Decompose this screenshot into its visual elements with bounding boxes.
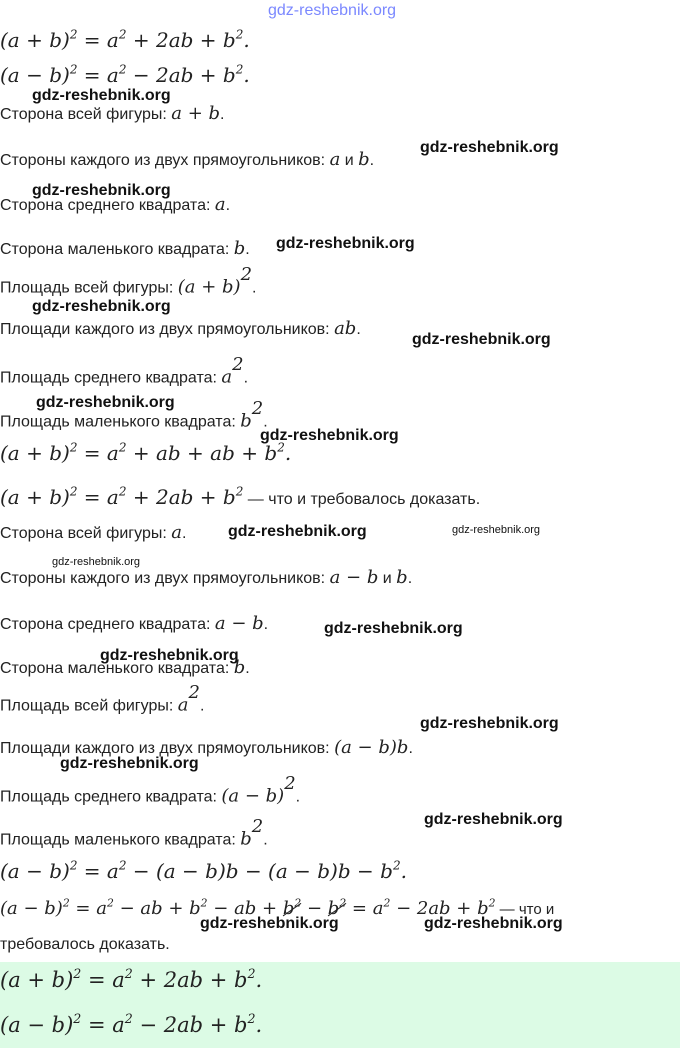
cancelled-term: $b^2$ xyxy=(282,896,302,919)
formula-square-of-difference: $(a - b)^2 = a^2 - 2ab + b^2$. xyxy=(0,62,250,87)
watermark: gdz-reshebnik.org xyxy=(420,715,559,732)
watermark: gdz-reshebnik.org xyxy=(32,87,171,104)
p2-side-rects: Стороны каждого из двух прямоугольников: a − b и b. xyxy=(0,567,413,588)
result-square-of-sum: $(a + b)^2 = a^2 + 2ab + b^2$. xyxy=(0,966,263,992)
formula-square-of-sum: $(a + b)^2 = a^2 + 2ab + b^2$. xyxy=(0,27,250,52)
watermark: gdz-reshebnik.org xyxy=(324,620,463,637)
p1-area-rects: Площади каждого из двух прямоугольников: ab. xyxy=(0,318,361,339)
watermark-top: gdz-reshebnik.org xyxy=(268,2,397,19)
p2-conclusion-cont: требовалось доказать. xyxy=(0,936,170,953)
p2-area-whole: Площадь всей фигуры: $a^2$. xyxy=(0,682,205,716)
p2-side-whole: Сторона всей фигуры: a. xyxy=(0,522,187,543)
p2-equation-expanded: $(a - b)^2 = a^2 - (a - b)b - (a - b)b - b^2$. xyxy=(0,858,407,883)
watermark: gdz-reshebnik.org xyxy=(424,915,563,932)
p2-conclusion: $(a - b)^2 = a^2$ − ab + $b^2$ − ab + $b^2 - b^2 = a^2 - 2ab + b^2$ — что и xyxy=(0,896,555,919)
p1-area-middle: Площадь среднего квадрата: $a^2$. xyxy=(0,354,249,388)
watermark: gdz-reshebnik.org xyxy=(60,755,199,772)
watermark: gdz-reshebnik.org xyxy=(452,524,541,536)
result-square-of-difference: $(a - b)^2 = a^2 - 2ab + b^2$. xyxy=(0,1011,263,1037)
p1-side-rects: Стороны каждого из двух прямоугольников: a и b. xyxy=(0,149,375,170)
watermark: gdz-reshebnik.org xyxy=(276,235,415,252)
p1-side-whole: Сторона всей фигуры: a + b. xyxy=(0,103,225,124)
p1-conclusion: $(a + b)^2 = a^2 + 2ab + b^2$ — что и требовалось доказать. xyxy=(0,484,481,509)
p1-side-middle: Сторона среднего квадрата: a. xyxy=(0,194,231,215)
p2-area-middle: Площадь среднего квадрата: $(a - b)^2$. xyxy=(0,773,301,807)
watermark: gdz-reshebnik.org xyxy=(200,915,339,932)
cancelled-term: $b^2$ xyxy=(327,896,347,919)
p1-area-small: Площадь маленького квадрата: $b^2$. xyxy=(0,398,268,432)
p2-side-middle: Сторона среднего квадрата: a − b. xyxy=(0,613,269,634)
watermark: gdz-reshebnik.org xyxy=(100,647,239,664)
watermark: gdz-reshebnik.org xyxy=(228,523,367,540)
watermark: gdz-reshebnik.org xyxy=(424,811,563,828)
p1-equation-expanded: $(a + b)^2 = a^2$ + ab + ab + $b^2$. xyxy=(0,440,292,465)
watermark: gdz-reshebnik.org xyxy=(260,427,399,444)
watermark: gdz-reshebnik.org xyxy=(420,139,559,156)
p2-area-small: Площадь маленького квадрата: $b^2$. xyxy=(0,816,268,850)
watermark: gdz-reshebnik.org xyxy=(32,182,171,199)
watermark: gdz-reshebnik.org xyxy=(36,394,175,411)
watermark: gdz-reshebnik.org xyxy=(412,331,551,348)
p2-side-small: Сторона маленького квадрата: b. xyxy=(0,657,250,678)
p1-area-whole: Площадь всей фигуры: $(a + b)^2$. xyxy=(0,264,257,298)
watermark: gdz-reshebnik.org xyxy=(32,298,171,315)
watermark: gdz-reshebnik.org xyxy=(52,556,141,568)
p1-side-small: Сторона маленького квадрата: b. xyxy=(0,238,250,259)
p2-area-rects: Площади каждого из двух прямоугольников: (a − b)b. xyxy=(0,737,413,758)
